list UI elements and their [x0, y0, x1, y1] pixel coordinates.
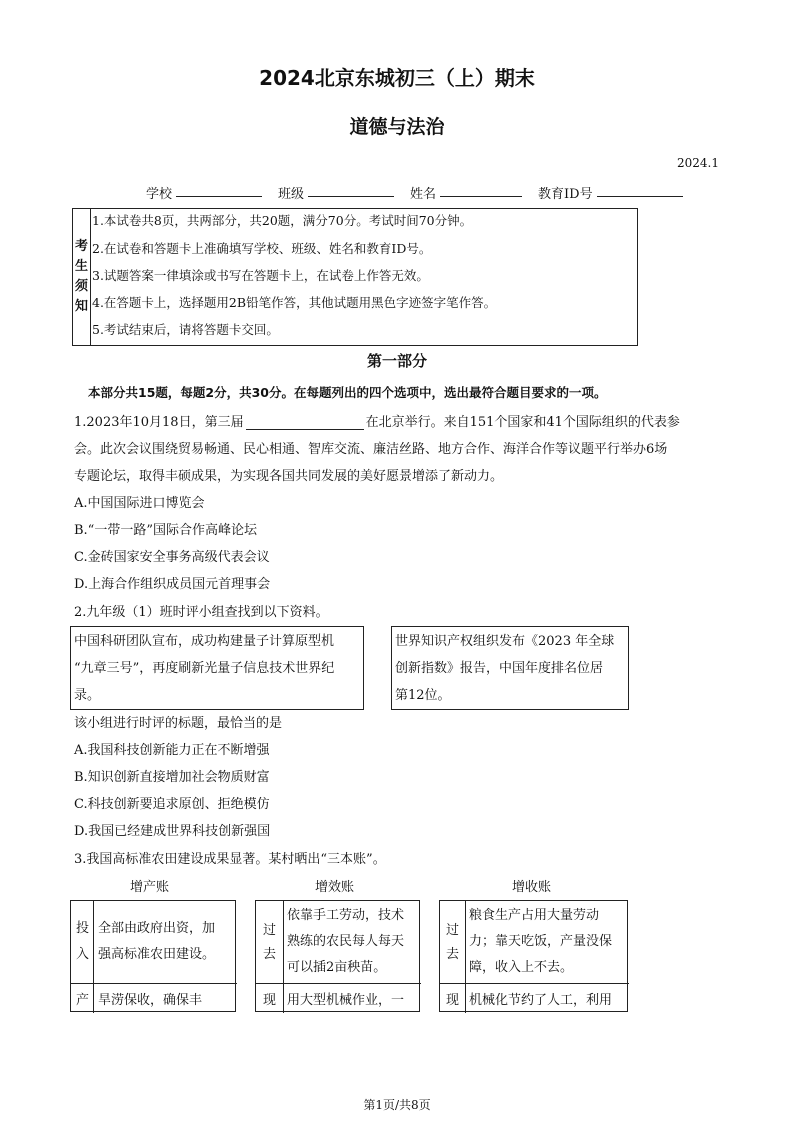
- q2-option-d: D.我国已经建成世界科技创新强国: [74, 824, 271, 839]
- q2-stem: 2.九年级（1）班时评小组查找到以下资料。: [74, 605, 329, 620]
- ledger-heading-efficiency: 增效账: [315, 880, 355, 895]
- ledger-table-production: 投 入 全部由政府出资，加 强高标准农田建设。 产 旱涝保收，确保丰: [70, 900, 236, 1012]
- q1-option-c: C.金砖国家安全事务高级代表会议: [74, 550, 270, 565]
- exam-notice-box: [72, 208, 638, 346]
- ledger-table-income: 过 去 粮食生产占用大量劳动 力；靠天吃饭，产量没保 障，收入上不去。 现 机械化节约了人工，利用: [439, 900, 628, 1012]
- ledger-table-efficiency: 过 去 依靠手工劳动，技术 熟练的农民每人每天 可以插2亩秧苗。 现 用大型机械作业，一: [255, 900, 420, 1012]
- q1-option-d: D.上海合作组织成员国元首理事会: [74, 577, 271, 592]
- q1-option-a: A.中国国际进口博览会: [74, 496, 205, 511]
- notice-item: 4.在答题卡上，选择题用2B铅笔作答，其他试题用黑色字迹签字笔作答。: [92, 295, 497, 310]
- q1-stem-line3: 专题论坛，取得丰硕成果，为实现各国共同发展的美好愿景增添了新动力。: [74, 469, 504, 484]
- ledger-heading-production: 增产账: [130, 880, 170, 895]
- part1-title: 第一部分: [366, 352, 427, 370]
- notice-item: 3.试题答案一律填涂或书写在答题卡上，在试卷上作答无效。: [92, 268, 429, 283]
- name-blank[interactable]: [440, 183, 522, 197]
- notice-item: 5.考试结束后，请将答题卡交回。: [92, 322, 279, 337]
- q2-question: 该小组进行时评的标题，最恰当的是: [74, 716, 283, 731]
- id-blank[interactable]: [597, 183, 683, 197]
- q2-material-box-1: 中国科研团队宣布，成功构建量子计算原型机 “九章三号”，再度刷新光量子信息技术世界纪 录。: [70, 626, 364, 710]
- part1-instruction: 本部分共15题，每题2分，共30分。在每题列出的四个选项中，选出最符合题目要求的一项。: [88, 385, 607, 400]
- exam-title: 2024北京东城初三（上）期末: [259, 66, 535, 90]
- q2-material-box-2: 世界知识产权组织发布《2023 年全球 创新指数》报告，中国年度排名位居 第12位。: [391, 626, 629, 710]
- student-info-row: [146, 183, 695, 202]
- school-blank[interactable]: [176, 183, 262, 197]
- page-number: 第1页/共8页: [363, 1098, 431, 1112]
- subject-title: 道德与法治: [349, 116, 445, 138]
- class-label: 班级: [278, 187, 305, 202]
- q3-stem: 3.我国高标准农田建设成果显著。某村晒出“三本账”。: [74, 852, 386, 867]
- notice-item: 2.在试卷和答题卡上准确填写学校、班级、姓名和教育ID号。: [92, 241, 432, 256]
- class-blank[interactable]: [308, 183, 394, 197]
- q2-option-b: B.知识创新直接增加社会物质财富: [74, 770, 270, 785]
- exam-date: 2024.1: [677, 156, 719, 170]
- ledger-heading-income: 增收账: [512, 880, 552, 895]
- q1-blank[interactable]: [246, 416, 364, 430]
- q2-option-a: A.我国科技创新能力正在不断增强: [74, 743, 270, 758]
- id-label: 教育ID号: [538, 187, 593, 202]
- notice-label: 考 生 须 知: [73, 209, 91, 345]
- q1-stem-line1: 1.2023年10月18日，第三届 在北京举行。来自151个国家和41个国际组织的代表参: [74, 415, 680, 430]
- q1-option-b: B.“一带一路”国际合作高峰论坛: [74, 523, 257, 538]
- notice-item: 1.本试卷共8页，共两部分，共20题，满分70分。考试时间70分钟。: [92, 213, 473, 228]
- q1-stem-line2: 会。此次会议围绕贸易畅通、民心相通、智库交流、廉洁丝路、地方合作、海洋合作等议题平行举办6场: [74, 442, 668, 457]
- name-label: 姓名: [410, 187, 437, 202]
- school-label: 学校: [146, 187, 173, 202]
- q2-option-c: C.科技创新要追求原创、拒绝模仿: [74, 797, 270, 812]
